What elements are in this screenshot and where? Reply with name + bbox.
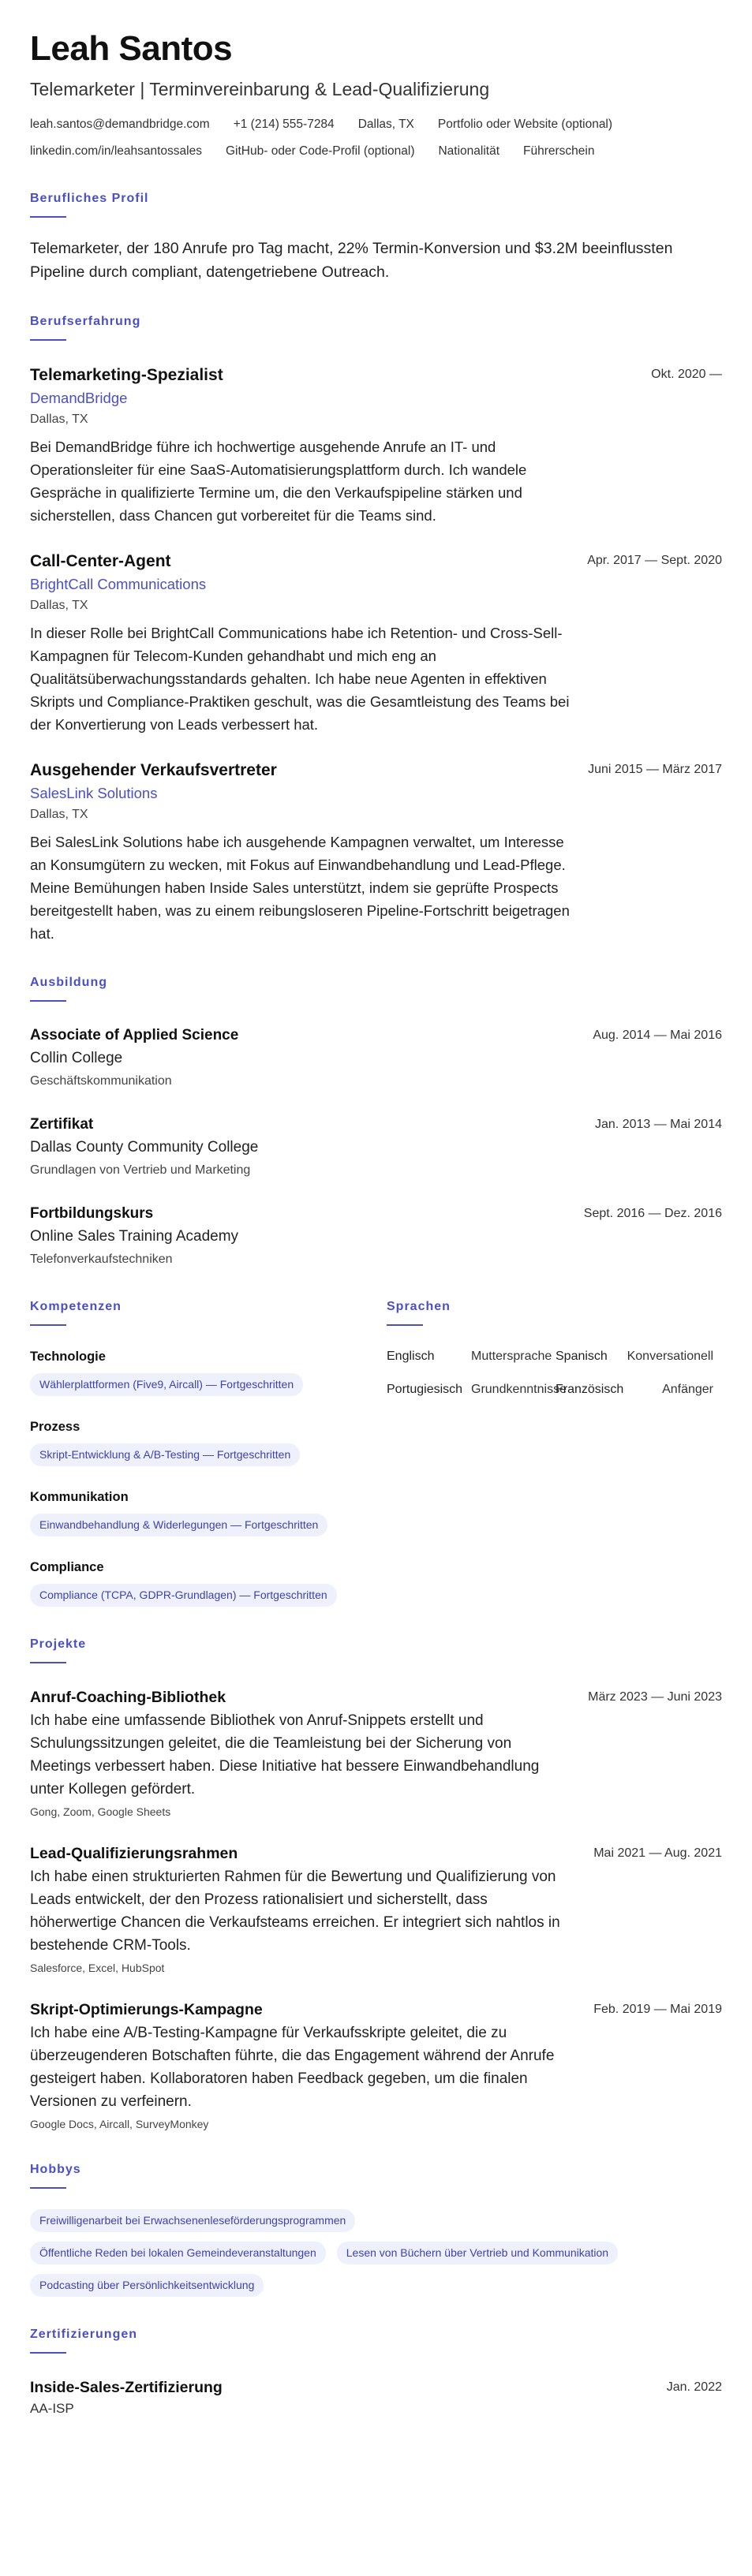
contact-drivers-license: Führerschein [523,144,595,158]
job-dates: Okt. 2020 — [651,368,722,381]
job-description: Bei DemandBridge führe ich hochwertige ausgehende Anrufe an IT- und Operationsleiter für eine SaaS-Automatisierungsplattform durch. Ich wandele Gespräche in qualifizierte Termine um, die den Verkaufspipeline stärken und sicherstellen, dass Chancen gut vorbereitet für die Teams sind. [30,439,527,524]
contact-github[interactable]: GitHub- oder Code-Profil (optional) [225,144,415,158]
section-title: Berufserfahrung [30,315,141,328]
degree-title: Zertifikat [30,1116,94,1133]
field-of-study: Grundlagen von Vertrieb und Marketing [30,1163,251,1177]
contact-list [30,115,701,161]
job-title: Call-Center-Agent [30,552,171,570]
skill-category: Prozess [30,1420,80,1434]
language-level: Konversationell [627,1350,713,1363]
hobby-chip: Freiwilligenarbeit bei Erwachsenenleseförderungsprogrammen [30,2209,355,2232]
project-dates: Mai 2021 — Aug. 2021 [593,1846,722,1860]
project-entry [30,1999,722,2132]
job-dates: Juni 2015 — März 2017 [588,763,722,776]
contact-portfolio[interactable]: Portfolio oder Website (optional) [437,118,613,131]
hobby-chip: Podcasting über Persönlichkeitsentwicklung [30,2274,264,2297]
certification-name: Inside-Sales-Zertifizierung [30,2379,223,2396]
resume-header [30,27,722,161]
company-name: SalesLink Solutions [30,785,158,801]
skill-category: Kommunikation [30,1490,129,1504]
education-dates: Aug. 2014 — Mai 2016 [593,1029,722,1042]
job-description: Bei SalesLink Solutions habe ich ausgehende Kampagnen verwaltet, um Interesse an Konsumgütern zu wecken, mit Fokus auf Einwandbehandlung und Lead-Pflege. Meine Bemühungen haben Inside Sales unterstützt, indem sie geprüfte Prospects bereitgestellt haben, was zu einem reibungsloseren Pipeline-Fortschritt beigetragen hat. [30,834,570,942]
hobby-chip: Öffentliche Reden bei lokalen Gemeindeveranstaltungen [30,2242,326,2264]
degree-title: Fortbildungskurs [30,1205,154,1222]
skill-group [30,1488,387,1536]
experience-section [30,314,722,945]
language-name: Portugiesisch [387,1383,463,1396]
job-description: In dieser Rolle bei BrightCall Communications habe ich Retention- und Cross-Sell-Kampagnen für Telecom-Kunden gehandhabt und mich eng an Qualitätsüberwachungsstandards gehalten. Ich habe neue Agenten in effektiven Skripts und Compliance-Praktiken geschult, was die Gesamtleistung des Teams bei der Konvertierung von Leads verbessert hat. [30,625,570,733]
project-name: Anruf-Coaching-Bibliothek [30,1689,226,1706]
profile-summary: Telemarketer, der 180 Anrufe pro Tag macht, 22% Termin-Konversion und $3.2M beeinflussten Pipeline durch compliant, datengetriebene Outreach. [30,240,673,281]
skill-group [30,1418,387,1466]
education-dates: Sept. 2016 — Dez. 2016 [583,1207,722,1220]
section-title: Projekte [30,1637,87,1651]
section-divider [30,1000,66,1002]
section-title: Zertifizierungen [30,2328,138,2341]
section-title: Sprachen [387,1300,451,1313]
experience-entry [30,551,722,736]
institution-name: Dallas County Community College [30,1139,259,1155]
project-entry [30,1687,722,1820]
contact-phone[interactable]: +1 (214) 555-7284 [233,118,335,131]
language-list [387,1348,713,1398]
section-title: Kompetenzen [30,1300,122,1313]
education-section [30,975,722,1269]
field-of-study: Geschäftskommunikation [30,1074,172,1088]
job-location: Dallas, TX [30,808,88,821]
project-entry [30,1843,722,1976]
contact-location: Dallas, TX [357,118,414,131]
project-description: Ich habe eine A/B-Testing-Kampagne für Verkaufsskripte geleitet, die zu überzeugenderen Botschaften führte, die das Engagement während der Anrufe gesteigert haben. Kollaboratoren haben Feedback gegeben, um die finalen Versionen zu verfeinern. [30,2025,555,2110]
skills-section [30,1299,387,1607]
job-title: Ausgehender Verkaufsvertreter [30,761,277,779]
section-title: Berufliches Profil [30,192,149,205]
experience-entry [30,760,722,945]
skill-chip: Wählerplattformen (Five9, Aircall) — Fortgeschritten [30,1373,303,1396]
skill-chip: Compliance (TCPA, GDPR-Grundlagen) — Fortgeschritten [30,1584,337,1607]
contact-linkedin[interactable]: linkedin.com/in/leahsantossales [30,144,202,158]
candidate-name: Leah Santos [30,29,233,68]
education-entry [30,1114,722,1180]
education-entry [30,1204,722,1269]
skills-languages-row [30,1299,722,1607]
section-divider [387,1324,423,1326]
language-name: Englisch [387,1350,435,1363]
job-location: Dallas, TX [30,599,88,612]
project-dates: Feb. 2019 — Mai 2019 [593,2003,722,2016]
project-tools: Google Docs, Aircall, SurveyMonkey [30,2118,209,2130]
project-name: Skript-Optimierungs-Kampagne [30,2001,263,2018]
language-level: Grundkenntnisse [471,1383,567,1396]
education-dates: Jan. 2013 — Mai 2014 [595,1118,722,1131]
job-location: Dallas, TX [30,413,88,426]
section-divider [30,1324,66,1326]
skill-category: Compliance [30,1560,104,1574]
skill-chip: Einwandbehandlung & Widerlegungen — Fortgeschritten [30,1514,327,1536]
company-name: DemandBridge [30,390,128,406]
institution-name: Collin College [30,1050,123,1066]
profile-section [30,191,722,284]
institution-name: Online Sales Training Academy [30,1228,239,1245]
project-tools: Gong, Zoom, Google Sheets [30,1805,171,1818]
project-description: Ich habe einen strukturierten Rahmen für die Bewertung und Qualifizierung von Leads entwickelt, der den Prozess rationalisiert und sicherstellt, dass höherwertige Chancen die Verkaufsteams erreichen. Er integriert sich nahtlos in bestehende CRM-Tools. [30,1869,560,1954]
language-level: Anfänger [662,1383,713,1396]
skill-category: Technologie [30,1350,106,1364]
project-dates: März 2023 — Juni 2023 [588,1690,722,1704]
skill-chip: Skript-Entwicklung & A/B-Testing — Fortgeschritten [30,1443,300,1466]
projects-section [30,1637,722,2132]
skill-group [30,1559,387,1607]
field-of-study: Telefonverkaufstechniken [30,1253,173,1266]
degree-title: Associate of Applied Science [30,1027,239,1043]
language-name: Französisch [556,1383,624,1396]
job-dates: Apr. 2017 — Sept. 2020 [587,554,722,567]
section-divider [30,2352,66,2354]
hobbies-section [30,2162,722,2297]
hobby-list [30,2200,724,2297]
language-level: Muttersprache [471,1350,552,1363]
education-entry [30,1025,722,1091]
section-divider [30,1662,66,1663]
section-divider [30,2187,66,2189]
language-name: Spanisch [556,1350,608,1363]
skill-group [30,1348,387,1396]
contact-nationality: Nationalität [438,144,500,158]
languages-section [387,1299,713,1607]
company-name: BrightCall Communications [30,576,207,592]
section-divider [30,216,66,218]
section-divider [30,339,66,341]
hobby-chip: Lesen von Büchern über Vertrieb und Kommunikation [337,2242,618,2264]
project-name: Lead-Qualifizierungsrahmen [30,1845,238,1862]
certification-entry [30,2377,722,2418]
experience-entry [30,364,722,527]
certification-issuer: AA-ISP [30,2401,74,2416]
project-description: Ich habe eine umfassende Bibliothek von Anruf-Snippets erstellt und Schulungssitzungen geleitet, die die Teamleistung bei der Sicherung von Meetings verbessert haben. Diese Initiative hat bessere Einwandbehandlung unter Kollegen gefördert. [30,1712,540,1798]
certifications-section [30,2327,722,2418]
job-title: Telemarketing-Spezialist [30,366,223,384]
certification-date: Jan. 2022 [666,2380,722,2394]
section-title: Hobbys [30,2163,81,2176]
project-tools: Salesforce, Excel, HubSpot [30,1962,165,1974]
candidate-headline: Telemarketer | Terminvereinbarung & Lead-Qualifizierung [30,79,490,99]
section-title: Ausbildung [30,976,107,989]
contact-email[interactable]: leah.santos@demandbridge.com [30,118,210,131]
